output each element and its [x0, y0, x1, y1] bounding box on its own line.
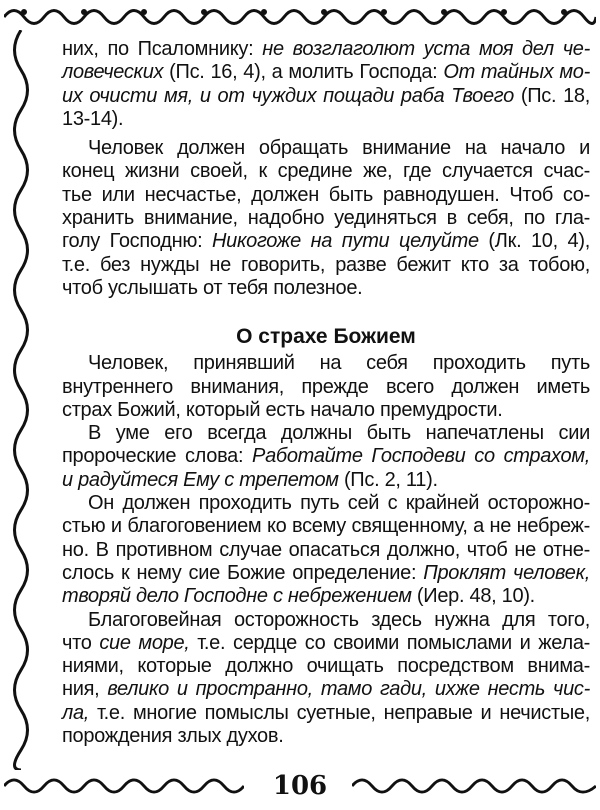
text-line: [62, 609, 590, 632]
scripture-quote: Работайте Господеви со страхом,: [252, 445, 591, 468]
text-segment: чтоб услышать от тебя полезное.: [62, 276, 363, 299]
paragraph: [62, 38, 590, 131]
text-line: [62, 585, 590, 608]
text-segment: Благоговейная осторожность здесь нужна для того,: [88, 608, 590, 631]
paragraph: [62, 492, 590, 608]
text-segment: т.е. многие помыслы суетные, неправые и нечистые,: [89, 701, 590, 724]
scripture-quote: и радуйтеся Ему с трепетом: [62, 468, 339, 491]
scripture-quote: Никогоже на пути целуйте: [212, 230, 479, 253]
ornamental-border-top: [4, 4, 596, 30]
page-body: [62, 38, 590, 748]
text-line: [62, 655, 590, 678]
text-line: [62, 632, 590, 655]
scripture-quote: Проклят человек,: [423, 561, 590, 584]
scripture-quote: не возглаголют уста моя дел че-: [262, 38, 590, 60]
text-segment: В уме его всегда должны быть напечатлены сии: [88, 422, 590, 445]
text-line: [62, 422, 590, 445]
text-segment: т.е. без нужды не говорить, разве бежит кто за тобою,: [62, 253, 590, 276]
text-segment: порождения злых духов.: [62, 725, 284, 748]
text-line: [62, 376, 590, 399]
text-segment: (Пс. 16, 4), а молить Господа:: [163, 61, 444, 84]
text-line: [62, 85, 590, 108]
text-segment: пророческие слова:: [62, 445, 253, 468]
text-line: [62, 469, 590, 492]
text-segment: (Пс. 2, 11).: [338, 468, 438, 491]
text-line: [62, 445, 590, 468]
text-line: [62, 160, 590, 183]
text-segment: страх Божий, который есть начало премудрости.: [62, 398, 503, 421]
section-heading: О страхе Божием: [236, 325, 416, 349]
paragraph: [62, 609, 590, 749]
text-segment: Человек, принявший на себя проходить путь: [88, 352, 590, 375]
text-segment: голу Господню:: [62, 230, 213, 253]
text-segment: тье или несчастье, должен быть равнодушен. Чтоб со-: [62, 183, 590, 206]
scripture-quote: их очисти мя, и от чуждих пощади раба Твоего: [62, 84, 514, 107]
paragraph: [62, 131, 590, 300]
text-line: [62, 539, 590, 562]
page-number: 106: [259, 771, 341, 801]
text-segment: слось к нему сие Божие определение:: [62, 561, 424, 584]
text-line: [62, 207, 590, 230]
text-segment: Он должен проходить путь сей с крайней осторожно-: [88, 492, 590, 515]
text-line: [62, 515, 590, 538]
text-line: [62, 562, 590, 585]
scripture-quote: ла,: [62, 701, 90, 724]
scripture-quote: От тайных мо-: [443, 61, 590, 84]
text-line: [62, 399, 590, 422]
text-line: [62, 492, 590, 515]
text-segment: 13-14).: [62, 107, 124, 130]
scripture-quote: творяй дело Господне с небрежением: [62, 585, 412, 608]
text-line: [62, 725, 590, 748]
text-segment: стью и благоговением ко всему священному, а не небреж-: [62, 515, 590, 538]
text-segment: хранить внимание, надобно уединяться в себя, по гла-: [62, 207, 590, 230]
text-segment: (Пс. 18,: [513, 84, 590, 107]
ornamental-border-left: [4, 30, 38, 770]
scripture-quote: ловеческих: [62, 61, 164, 84]
text-segment: Человек должен обращать внимание на начало и: [88, 137, 590, 160]
text-line: [62, 108, 590, 131]
text-line: [62, 277, 590, 300]
text-section-top: [62, 38, 590, 300]
paragraph: [62, 422, 590, 492]
scripture-quote: сие море,: [99, 631, 190, 654]
text-line: [62, 352, 590, 375]
text-line: [62, 702, 590, 725]
text-line: [62, 254, 590, 277]
text-segment: ниями, которые должно очищать посредством внима-: [62, 655, 590, 678]
text-segment: т.е. сердце со своими помыслами и жела-: [189, 631, 590, 654]
text-segment: но. В противном случае опасаться должно, чтоб не отне-: [62, 538, 590, 561]
paragraph: [62, 352, 590, 422]
text-line: [62, 38, 590, 61]
text-segment: конец жизни своей, к средине же, где случается счас-: [62, 160, 590, 183]
text-section-bottom: [62, 352, 590, 748]
text-segment: (Иер. 48, 10).: [411, 585, 535, 608]
text-line: [62, 184, 590, 207]
text-line: [62, 61, 590, 84]
text-line: [62, 137, 590, 160]
text-segment: внутреннего внимания, прежде всего должен иметь: [62, 375, 590, 398]
scripture-quote: велико и пространно, тамо гади, ихже несть чис-: [107, 678, 590, 701]
text-segment: (Лк. 10, 4),: [478, 230, 590, 253]
text-segment: них, по Псаломнику:: [62, 38, 263, 60]
text-line: [62, 678, 590, 701]
text-segment: ния,: [62, 678, 108, 701]
text-line: [62, 230, 590, 253]
text-segment: что: [62, 631, 100, 654]
